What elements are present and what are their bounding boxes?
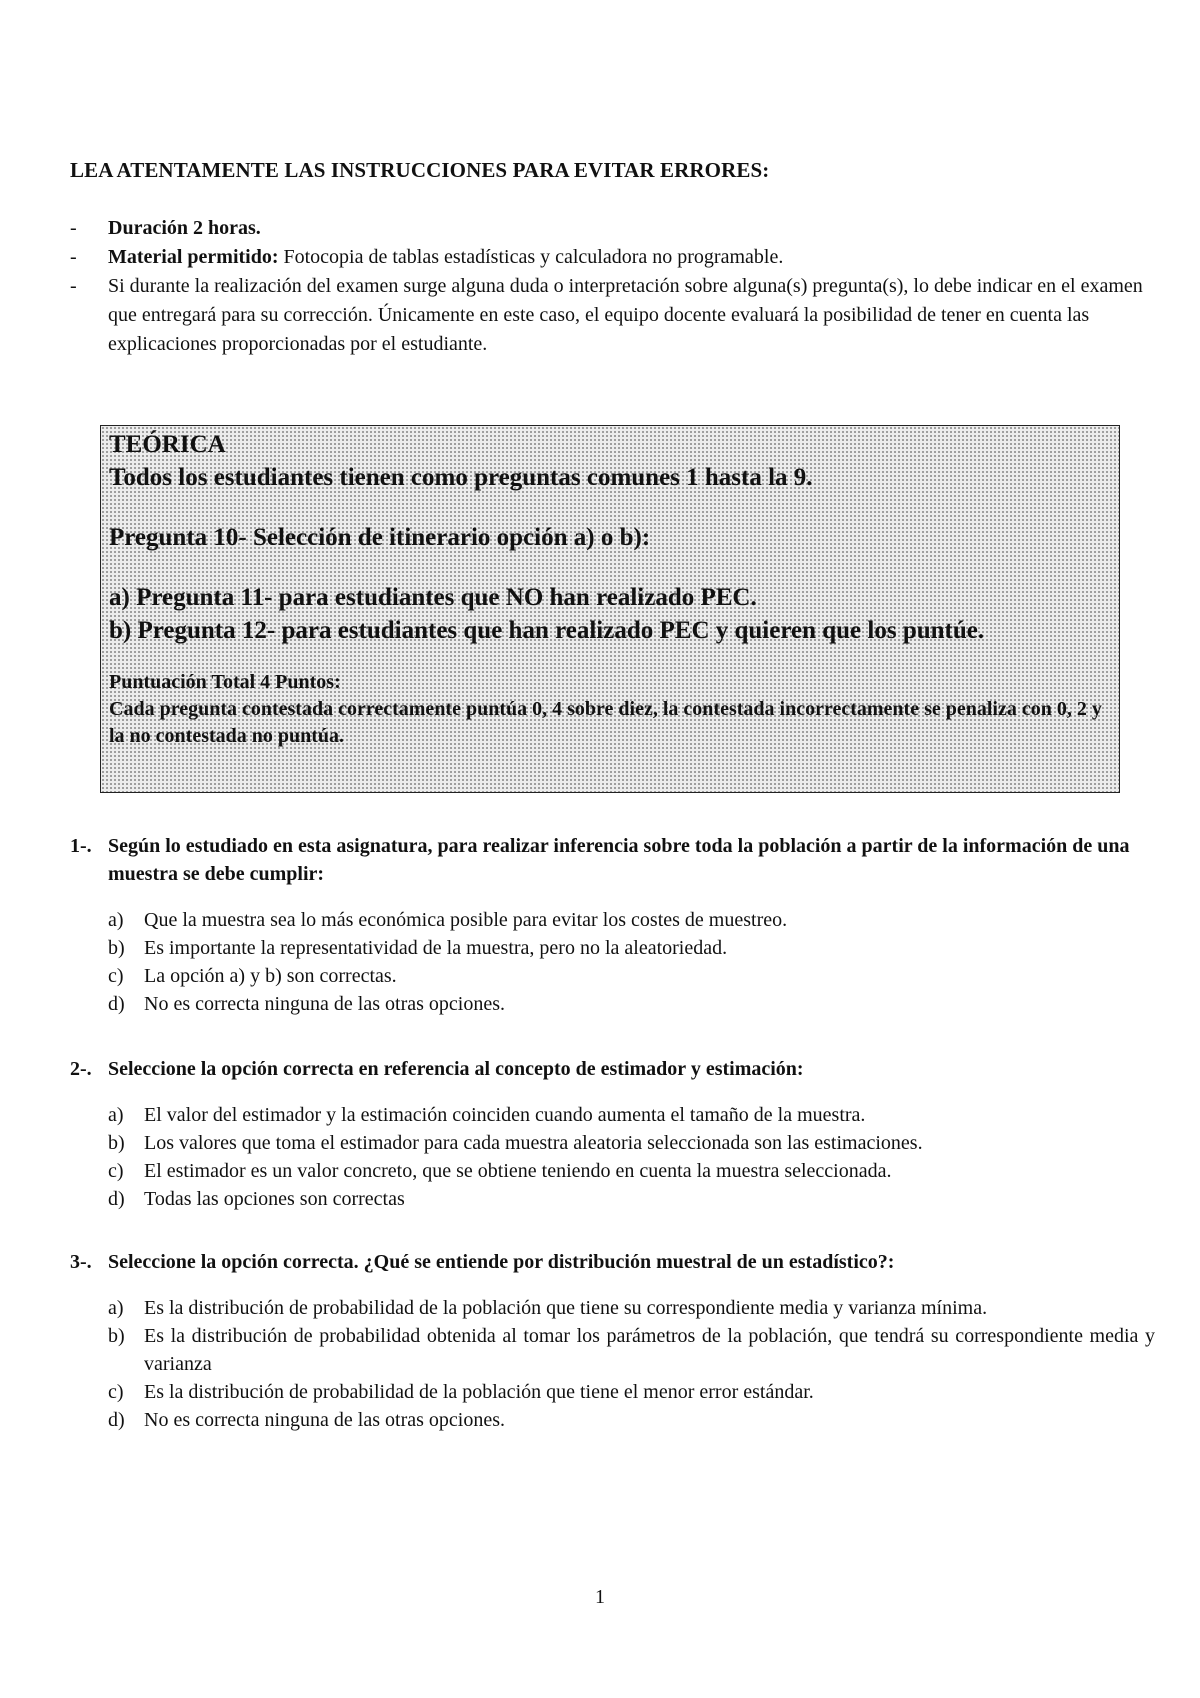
option-letter: a) xyxy=(108,1297,124,1319)
option-item xyxy=(70,934,1155,962)
option-item xyxy=(70,1378,1155,1406)
instructions-list xyxy=(70,214,1155,359)
box-common-questions: Todos los estudiantes tienen como preguntas comunes 1 hasta la 9. xyxy=(109,464,813,491)
option-letter: c) xyxy=(108,1381,124,1403)
option-text: El valor del estimador y la estimación coinciden cuando aumenta el tamaño de la muestra. xyxy=(144,1104,866,1126)
question-2 xyxy=(70,1055,1155,1213)
option-text: No es correcta ninguna de las otras opciones. xyxy=(144,1409,505,1431)
question-number: 3-. xyxy=(70,1251,92,1273)
question-text: Seleccione la opción correcta. ¿Qué se entiende por distribución muestral de un estadístico?: xyxy=(108,1251,895,1273)
option-text: Es la distribución de probabilidad obtenida al tomar los parámetros de la población, que tendrá su correspondiente media y varianza xyxy=(144,1325,1155,1375)
bullet-dash: - xyxy=(70,246,77,268)
box-title: TEÓRICA xyxy=(109,431,226,458)
question-number: 2-. xyxy=(70,1058,92,1080)
instruction-text: Fotocopia de tablas estadísticas y calculadora no programable. xyxy=(278,246,784,268)
option-letter: d) xyxy=(108,993,125,1015)
option-text: Los valores que toma el estimador para cada muestra aleatoria seleccionada son las estimaciones. xyxy=(144,1132,923,1154)
option-letter: b) xyxy=(108,1132,125,1154)
option-letter: d) xyxy=(108,1409,125,1431)
option-letter: c) xyxy=(108,1160,124,1182)
question-text: Según lo estudiado en esta asignatura, para realizar inferencia sobre toda la población a partir de la información de una muestra se debe cumplir: xyxy=(108,835,1130,885)
bullet-dash: - xyxy=(70,275,77,297)
question-number: 1-. xyxy=(70,835,92,857)
instruction-item-duration xyxy=(70,214,1155,243)
options-list xyxy=(70,1101,1155,1213)
page-number: 1 xyxy=(595,1586,605,1608)
box-score-text: Cada pregunta contestada correctamente puntúa 0, 4 sobre diez, la contestada incorrectamente se penaliza con 0, 2 y la no contestada no puntúa. xyxy=(109,698,1102,747)
question-title xyxy=(70,1055,1155,1083)
option-letter: a) xyxy=(108,1104,124,1126)
option-text: Es importante la representatividad de la muestra, pero no la aleatoriedad. xyxy=(144,937,728,959)
option-text: No es correcta ninguna de las otras opciones. xyxy=(144,993,505,1015)
box-score-title: Puntuación Total 4 Puntos: xyxy=(109,671,341,693)
option-text: Es la distribución de probabilidad de la población que tiene su correspondiente media y varianza mínima. xyxy=(144,1297,988,1319)
question-1 xyxy=(70,832,1155,1018)
question-title xyxy=(70,832,1155,888)
option-item xyxy=(70,990,1155,1018)
option-item xyxy=(70,1406,1155,1434)
question-text: Seleccione la opción correcta en referencia al concepto de estimador y estimación: xyxy=(108,1058,804,1080)
box-question-10: Pregunta 10- Selección de itinerario opción a) o b): xyxy=(109,524,651,551)
instruction-item-material xyxy=(70,243,1155,272)
option-text: El estimador es un valor concreto, que se obtiene teniendo en cuenta la muestra seleccionada. xyxy=(144,1160,892,1182)
box-option-b: b) Pregunta 12- para estudiantes que han realizado PEC y quieren que los puntúe. xyxy=(109,617,985,644)
option-text: La opción a) y b) son correctas. xyxy=(144,965,397,987)
option-item xyxy=(70,1185,1155,1213)
option-item xyxy=(70,1294,1155,1322)
option-letter: d) xyxy=(108,1188,125,1210)
instruction-bold: Material permitido: xyxy=(108,246,279,268)
option-item xyxy=(70,1101,1155,1129)
instruction-item-doubts xyxy=(70,272,1155,359)
box-option-a: a) Pregunta 11- para estudiantes que NO han realizado PEC. xyxy=(109,584,757,611)
options-list xyxy=(70,906,1155,1018)
bullet-dash: - xyxy=(70,217,77,239)
question-title xyxy=(70,1248,1155,1276)
option-letter: b) xyxy=(108,937,125,959)
option-text: Es la distribución de probabilidad de la población que tiene el menor error estándar. xyxy=(144,1381,814,1403)
option-letter: b) xyxy=(108,1325,125,1347)
option-item xyxy=(70,1129,1155,1157)
option-item xyxy=(70,906,1155,934)
instruction-text: Si durante la realización del examen surge alguna duda o interpretación sobre alguna(s) pregunta(s), lo debe indicar en el examen que entregará para su corrección. Únicamente en este caso, el equipo docente evaluará la posibilidad de tener en cuenta las explicaciones proporcionadas por el estudiante. xyxy=(108,275,1143,355)
option-text: Que la muestra sea lo más económica posible para evitar los costes de muestreo. xyxy=(144,909,788,931)
instructions-heading: LEA ATENTAMENTE LAS INSTRUCCIONES PARA EVITAR ERRORES: xyxy=(70,158,770,182)
option-item xyxy=(70,962,1155,990)
option-item xyxy=(70,1157,1155,1185)
option-text: Todas las opciones son correctas xyxy=(144,1188,405,1210)
theory-info-box xyxy=(100,425,1120,793)
option-item xyxy=(70,1322,1155,1378)
option-letter: c) xyxy=(108,965,124,987)
question-3 xyxy=(70,1248,1155,1434)
option-letter: a) xyxy=(108,909,124,931)
options-list xyxy=(70,1294,1155,1434)
instruction-bold: Duración 2 horas. xyxy=(108,217,261,239)
